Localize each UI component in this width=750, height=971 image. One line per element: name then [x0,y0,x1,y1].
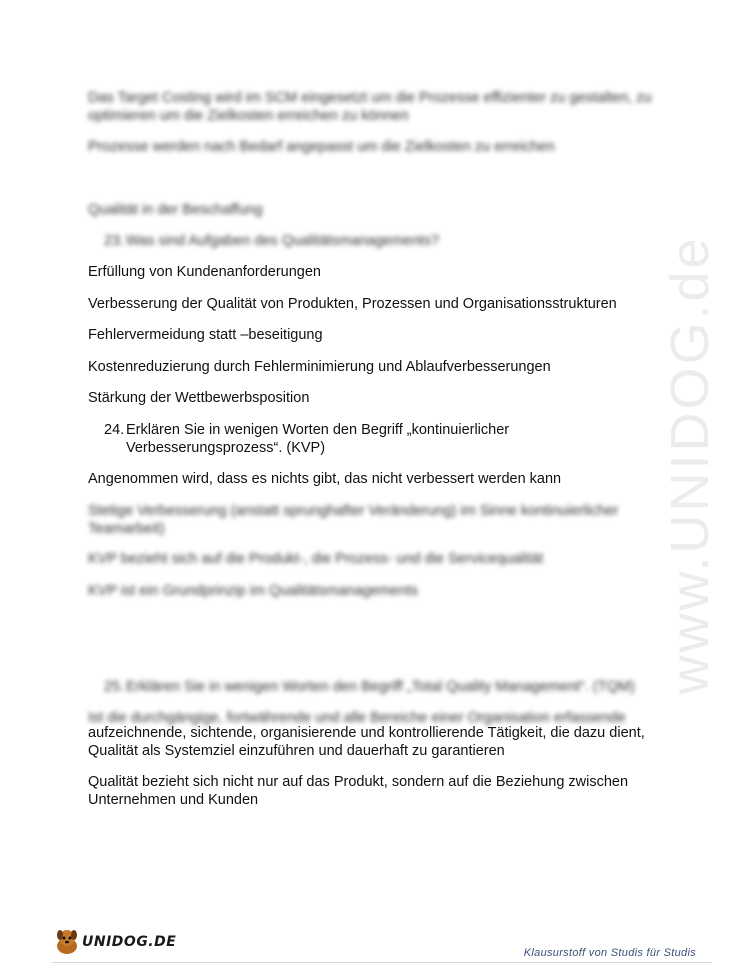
answer-23-item: Stärkung der Wettbewerbsposition [88,390,310,406]
watermark: www.UNIDOG.de [660,235,720,695]
logo-text: UNIDOG.DE [82,934,177,950]
blurred-paragraph-3: Stetige Verbesserung (anstatt sprunghafter Veränderung) im Sinne kontinuierlicher Teamarbeit) [88,503,619,537]
answer-23-item: Erfüllung von Kundenanforderungen [88,264,321,280]
dog-mascot-icon [52,927,82,957]
blurred-section-heading: Qualität in der Beschaffung [88,202,263,218]
question-text: Erklären Sie in wenigen Worten den Begriff „kontinuierlicher Verbesserungsprozess“. (KVP) [126,422,510,456]
question-text: Was sind Aufgaben des Qualitätsmanagements? [126,233,440,249]
answer-23-item: Kostenreduzierung durch Fehlerminimierung und Ablaufverbesserungen [88,359,551,375]
question-number: 23. [104,233,125,249]
answer-24: Angenommen wird, dass es nichts gibt, das nicht verbessert werden kann [88,471,562,487]
answer-25-blurred-line: Ist die durchgängige, fortwährende und alle Bereiche einer Organisation erfassende [88,710,626,726]
question-text: Erklären Sie in wenigen Worten den Begriff „Total Quality Management“. (TQM) [126,679,635,695]
answer-25-b: Qualität bezieht sich nicht nur auf das Produkt, sondern auf die Beziehung zwischen Unternehmen und Kunden [88,774,629,808]
footer-logo [52,925,182,959]
blurred-paragraph-5: KVP ist ein Grundprinzip im Qualitätsmanagements [88,583,419,599]
blurred-paragraph-4: KVP bezieht sich auf die Produkt-, die Prozess- und die Servicequalität [88,551,544,567]
question-number: 24. [104,422,125,438]
answer-23-item: Fehlervermeidung statt –beseitigung [88,327,323,343]
blurred-paragraph-1: Das Target Costing wird im SCM eingesetzt um die Prozesse effizienter zu gestalten, zu optimieren um die Zielkosten erreichen zu können [88,90,652,124]
footer-divider [52,962,712,963]
answer-23-item: Verbesserung der Qualität von Produkten, Prozessen und Organisationsstrukturen [88,296,617,312]
question-number: 25. [104,679,125,695]
answer-25: aufzeichnende, sichtende, organisierende und kontrollierende Tätigkeit, die dazu dient, Qualität als Systemziel einzuführen und dauerhaft zu garantieren [88,725,645,759]
footer-slogan: Klausurstoff von Studis für Studis [523,947,696,959]
blurred-paragraph-2: Prozesse werden nach Bedarf angepasst um die Zielkosten zu erreichen [88,139,555,155]
